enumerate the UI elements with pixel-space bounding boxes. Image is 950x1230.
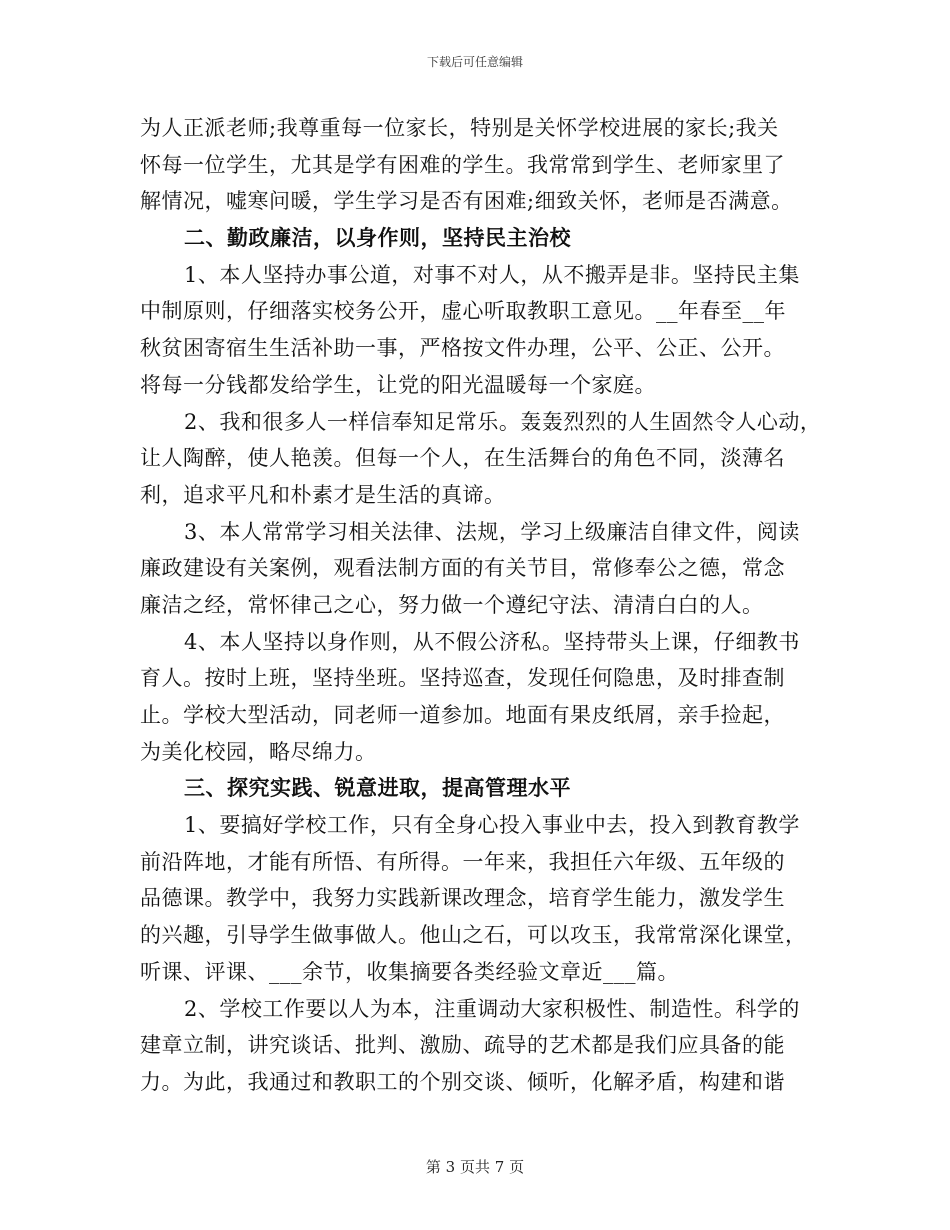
text-line: 2、我和很多人一样信奉知足常乐。轰轰烈烈的人生固然令人心动，: [184, 409, 822, 434]
text-line: 秋贫困寄宿生生活补助一事，严格按文件办理，公平、公正、公开。: [140, 336, 785, 361]
text-line: 品德课。教学中，我努力实践新课改理念，培育学生能力，激发学生: [140, 886, 785, 911]
page-footer: 第 3 页共 7 页: [425, 1158, 525, 1176]
text-line: 的兴趣，引导学生做事做人。他山之石，可以攻玉，我常常深化课堂，: [140, 923, 807, 948]
text-line: 1、要搞好学校工作，只有全身心投入事业中去，投入到教育教学: [184, 813, 800, 838]
text-line: 建章立制，讲究谈话、批判、激励、疏导的艺术都是我们应具备的能: [140, 1033, 785, 1058]
text-line: 廉洁之经，常怀律己之心，努力做一个遵纪守法、清清白白的人。: [140, 592, 764, 617]
text-line: 前沿阵地，才能有所悟、有所得。一年来，我担任六年级、五年级的: [140, 849, 785, 874]
text-line: 将每一分钱都发给学生，让党的阳光温暖每一个家庭。: [140, 372, 656, 397]
text-line: 育人。按时上班，坚持坐班。坚持巡查，发现任何隐患，及时排查制: [140, 666, 785, 691]
text-line: 怀每一位学生，尤其是学有困难的学生。我常常到学生、老师家里了: [140, 152, 785, 177]
text-line: 2、学校工作要以人为本，注重调动大家积极性、制造性。科学的: [184, 996, 800, 1021]
document-body: [140, 110, 820, 1101]
text-line: 4、本人坚持以身作则，从不假公济私。坚持带头上课，仔细教书: [184, 629, 800, 654]
text-line: 为美化校园，略尽绵力。: [140, 739, 377, 764]
text-line: 止。学校大型活动，同老师一道参加。地面有果皮纸屑，亲手捡起，: [140, 703, 785, 727]
text-line: 力。为此，我通过和教职工的个别交谈、倾听，化解矛盾，构建和谐: [140, 1069, 785, 1094]
page-header: 下载后可任意编辑: [426, 55, 523, 69]
text-line: 中制原则，仔细落实校务公开，虚心听取教职工意见。__年春至__年: [140, 299, 786, 324]
text-line: 利，追求平凡和朴素才是生活的真谛。: [140, 482, 506, 507]
text-line: 1、本人坚持办事公道，对事不对人，从不搬弄是非。坚持民主集: [184, 262, 800, 287]
text-line: 让人陶醉，使人艳羡。但每一个人，在生活舞台的角色不同，淡薄名: [140, 446, 785, 471]
section-heading: 三、探究实践、锐意进取，提高管理水平: [184, 775, 571, 801]
section-heading: 二、勤政廉洁，以身作则，坚持民主治校: [184, 225, 571, 251]
text-line: 为人正派老师;我尊重每一位家长，特别是关怀学校进展的家长;我关: [140, 116, 779, 140]
text-line: 听课、评课、___余节，收集摘要各类经验文章近___篇。: [140, 959, 679, 984]
text-line: 3、本人常常学习相关法律、法规，学习上级廉洁自律文件，阅读: [184, 519, 800, 544]
text-line: 解情况，嘘寒问暖，学生学习是否有困难;细致关怀，老师是否满意。: [140, 189, 793, 214]
text-line: 廉政建设有关案例，观看法制方面的有关节目，常修奉公之德，常念: [140, 556, 785, 581]
